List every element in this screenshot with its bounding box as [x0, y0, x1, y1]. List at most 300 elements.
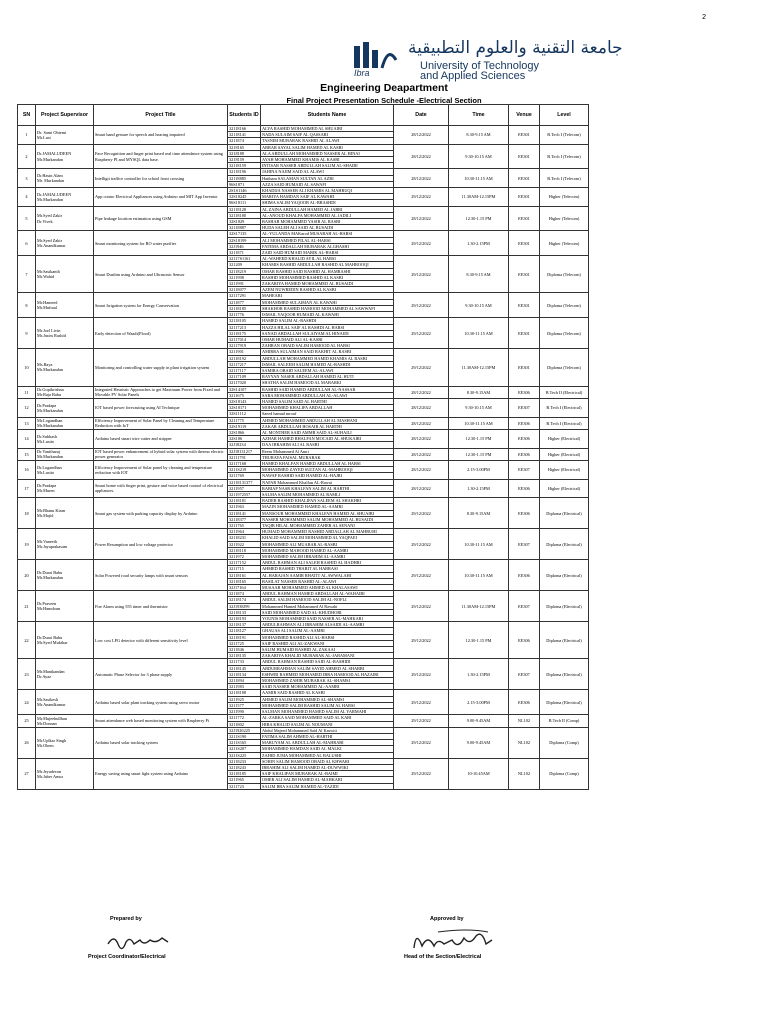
student-id-cell: 32118131377	[228, 479, 261, 485]
level-cell: Higher (Electrical)	[540, 429, 589, 448]
student-name-cell: ABDUL SALIM HAMOOD SALIM AL-NOFLI	[261, 597, 394, 603]
student-name-cell: NAFAR Mohammed Khalfan AL-Rawai	[261, 479, 394, 485]
student-name-cell: OMAR RASHID SAID RASHID AL HAMRASHI	[261, 268, 394, 274]
level-cell: Diploma (Electrical)	[540, 659, 589, 690]
student-id-cell: 3211S219	[228, 467, 261, 473]
student-name-cell: OMER ALI SALIM HAMED AL-MAHKARI	[261, 777, 394, 783]
level-cell: Diploma (Electrical)	[540, 622, 589, 659]
student-name-cell: HAZZA HILAL SAIF AL RASHDI AL HARSI	[261, 324, 394, 330]
supervisor-cell: Dr.JAMALUDEEN Mr.Murkandan	[36, 144, 94, 169]
student-id-cell: 32S19119	[228, 423, 261, 429]
project-title-cell: Early detection of Waadi(Flood)	[94, 318, 228, 349]
student-name-cell: NASSER MOHAMMED SALIM MOHAMMED AL BUSAIDI	[261, 516, 394, 522]
table-row	[18, 144, 589, 150]
level-cell: B.Tech I (Telecom)	[540, 144, 589, 169]
col-ids: Students ID	[228, 105, 261, 126]
student-name-cell: Reem Mohammed Al Amri	[261, 448, 394, 454]
student-name-cell: AL-ZARKA SAID MOHAMMED SAID AL KABI	[261, 715, 394, 721]
student-name-cell: ZAKARIYA KHALID MUBARAK AL-JABAMANI	[261, 653, 394, 659]
date-cell: 29/12/2022	[394, 690, 449, 715]
student-name-cell: Abdul Majeed Mohammed Said Al Kaswiti	[261, 727, 394, 733]
student-name-cell: TASNIM MUBARAK RASHID AL ALAWI	[261, 138, 394, 144]
student-name-cell: AMIRRA SULAIMAN SAID BAKHIT AL RASBI	[261, 349, 394, 355]
project-title-cell: Intelligit traffice controller for school front crossing	[94, 169, 228, 188]
level-cell: Higher (Telecom)	[540, 206, 589, 231]
venue-cell: EE306	[509, 417, 540, 429]
student-id-cell: 32118175	[228, 330, 261, 336]
supervisor-cell: Dr.Pradapa Mr.Murkandan	[36, 398, 94, 417]
student-name-cell: MOHAMMED HAMDAN SAID AL MALKI	[261, 746, 394, 752]
level-cell: B.Tech I (Telecom)	[540, 126, 589, 145]
project-title-cell: Automatic Phase Selector for 3 phase supply	[94, 659, 228, 690]
student-id-cell: 32117291	[228, 293, 261, 299]
student-name-cell: MARUYAM AL ABDULLAH AL-MAHRABI	[261, 740, 394, 746]
time-cell: 12.30-1.15 PM	[449, 429, 509, 448]
sn-cell: 4	[18, 188, 36, 207]
student-name-cell: AYAH MOHAMMED KHAMIS AL KASBI	[261, 157, 394, 163]
supervisor-cell: Mr.Vaneeth Mr.Jayaprakasam	[36, 529, 94, 560]
date-cell: 28/12/2022	[394, 169, 449, 188]
student-id-cell: 32118145	[228, 665, 261, 671]
sn-cell: 21	[18, 591, 36, 622]
level-cell: B.Tech II (Electrical)	[540, 386, 589, 398]
sn-cell: 10	[18, 349, 36, 386]
schedule-subtitle: Final Project Presentation Schedule -Electrical Section	[286, 96, 482, 105]
student-name-cell: DAA IBRAHIM ALI AL RASBI	[261, 442, 394, 448]
time-cell: 10.30-11.15 AM	[449, 529, 509, 560]
student-name-cell: NADA SULAIM SAIF AL QASSABI	[261, 132, 394, 138]
supervisor-cell: Dr.Subhash Mr.Lusito	[36, 429, 94, 448]
student-name-cell: MOHAMMED SALIM RASHID SALIM AL HARSI	[261, 702, 394, 708]
student-id-cell: 32118233	[228, 758, 261, 764]
venue-cell: EE301	[509, 188, 540, 207]
student-id-cell: 32118161	[228, 572, 261, 578]
project-title-cell: Low cost LPG detector with different sensitivity level	[94, 622, 228, 659]
venue-cell: EE306	[509, 622, 540, 659]
student-id-cell: 3211901	[228, 349, 261, 355]
student-id-cell: 32117152	[228, 560, 261, 566]
level-cell: Diploma (Electrical)	[540, 690, 589, 715]
student-id-cell: 32111791	[228, 454, 261, 460]
student-name-cell: AAMIR SAID RASHID AL KASBI	[261, 690, 394, 696]
student-id-cell: 32S18199	[228, 237, 261, 243]
student-name-cell: AL-WAHEED KHALID AYIL AL HARSI	[261, 256, 394, 262]
student-name-cell: THURAYA FAISAL MUBARAK	[261, 454, 394, 460]
venue-cell: EE301	[509, 126, 540, 145]
venue-cell: EE307	[509, 398, 540, 417]
supervisor-cell: Dr. Sami Obiemi Mr.Lusi	[36, 126, 94, 145]
student-id-cell: 3211874	[228, 591, 261, 597]
student-id-cell: 32J18131217	[228, 448, 261, 454]
student-name-cell: AL-YULANDA MAKarod MUSABAH AL-HARSI	[261, 231, 394, 237]
project-title-cell: Power Resumption and low voltage protector	[94, 529, 228, 560]
department-title: Engineering Deapartment	[320, 82, 448, 94]
supervisor-cell: Mr.Syed Zakir Dr.Vivek	[36, 206, 94, 231]
table-row	[18, 206, 589, 212]
student-id-cell: 32117020	[228, 380, 261, 386]
student-id-cell: 3211925	[228, 696, 261, 702]
level-cell: Diploma (Telecom)	[540, 256, 589, 293]
date-cell: 29/12/2022	[394, 256, 449, 293]
time-cell: 10.30-11.15 AM	[449, 318, 509, 349]
venue-cell: EE301	[509, 144, 540, 169]
col-supervisor: Project Supervisor	[36, 105, 94, 126]
student-name-cell: KHADIJA NASSER ALI KHAMIS AL MAHRUQI	[261, 188, 394, 194]
student-name-cell: BASILAT NASSER RASHID AL-ALAWI	[261, 578, 394, 584]
student-id-cell: 32118180	[228, 212, 261, 218]
student-name-cell: AL HARAJAN AAMIR RHATIT AL AWWALAHI	[261, 572, 394, 578]
venue-cell: EE306	[509, 498, 540, 529]
col-title: Project Title	[94, 105, 228, 126]
date-cell: 28/12/2022	[394, 460, 449, 479]
student-name-cell: IBRAHIM ALI SALIM HAMED AL-DUWWIKI	[261, 764, 394, 770]
student-id-cell: 32J1946	[228, 243, 261, 249]
student-name-cell: NAWAF RASHID SAID HAMED AL-HAJRI	[261, 473, 394, 479]
student-id-cell: 3211877	[228, 299, 261, 305]
col-date: Date	[394, 105, 449, 126]
student-name-cell: BASHAR MOHAMMED YASIR AL RASBI	[261, 219, 394, 225]
student-name-cell: RABIAP NASR KHALFAN SALIM AL HARTHI	[261, 485, 394, 491]
project-title-cell: Smart home with finger print, gesture and voice based control of electrical appliances.	[94, 479, 228, 498]
student-id-cell: 32118133	[228, 609, 261, 615]
student-name-cell: ABDULLAH MOHAMMED HAMID KHAMIS AL RASBI	[261, 355, 394, 361]
time-cell: 11.30AM-12.15PM	[449, 591, 509, 622]
time-cell: 10.30-11.15 AM	[449, 560, 509, 591]
date-cell: 29/12/2022	[394, 591, 449, 622]
student-id-cell: 32118231	[228, 535, 261, 541]
level-cell: Diploma (Electrical)	[540, 591, 589, 622]
date-cell: 28/12/2022	[394, 479, 449, 498]
student-name-cell: MAHEARI	[261, 293, 394, 299]
student-name-cell: AZEM NUWREDIN RASHID AL KASBI	[261, 287, 394, 293]
level-cell: Diploma (Comp)	[540, 727, 589, 758]
student-id-cell: 3211998	[228, 274, 261, 280]
time-cell: 9.30-10.15 AM	[449, 293, 509, 318]
student-id-cell: 3211772	[228, 715, 261, 721]
col-venue: Venue	[509, 105, 540, 126]
venue-cell: EE301	[509, 206, 540, 231]
col-sn: SN	[18, 105, 36, 126]
student-id-cell: 3211577	[228, 702, 261, 708]
student-id-cell: 32118141	[228, 510, 261, 516]
venue-cell: NL102	[509, 727, 540, 758]
student-name-cell: HUMAID MOHAMMED RASHID ABDALLAH AL MAHRUHI	[261, 529, 394, 535]
time-cell: 2.15-3.00PM	[449, 690, 509, 715]
project-title-cell: Efficiency Improvement of Solar panel by cleaning and temperature reduction with IOT	[94, 460, 228, 479]
level-cell: Diploma (Telecom)	[540, 293, 589, 318]
sn-cell: 16	[18, 460, 36, 479]
table-row	[18, 622, 589, 628]
supervisor-cell: Mr.Hameed Mr.Mufraal	[36, 293, 94, 318]
venue-cell: EE307	[509, 659, 540, 690]
student-name-cell: HUDA SALEH ALI SAID AL BUSAIDI	[261, 225, 394, 231]
student-name-cell: RAYYAN NASER ABDALLAH HAMED AL HUTI	[261, 374, 394, 380]
student-name-cell: MOHAMMED SALIM IBRAHIM AL-AAMRI	[261, 554, 394, 560]
student-name-cell: RASHID SAID HAMED ABDULLAH AL-NASSAR	[261, 386, 394, 392]
student-name-cell: AHMED MOHAMMED ABDULLAH AL MASHANI	[261, 417, 394, 423]
student-id-cell: 3211894	[228, 678, 261, 684]
student-id-cell: 32S14107	[228, 386, 261, 392]
student-id-cell: 3211675	[228, 392, 261, 398]
level-cell: Higher (Electrical)	[540, 460, 589, 479]
student-name-cell: SHATHA SALIM HAMOOD AL MABARKI	[261, 380, 394, 386]
time-cell: 9.30-10.15 AM	[449, 144, 509, 169]
org-name-line-2: and Applied Sciences	[420, 70, 526, 82]
university-logo	[348, 38, 628, 80]
student-id-cell: 96S18111	[228, 200, 261, 206]
student-id-cell: 32118159	[228, 163, 261, 169]
student-id-cell: 321209	[228, 262, 261, 268]
student-name-cell: ZAID SAID HUMAID MARIK AL-HARSI	[261, 250, 394, 256]
student-name-cell: OMAR HUMAID ALI AL-KASBI	[261, 336, 394, 342]
date-cell: 28/12/2022	[394, 144, 449, 169]
student-id-cell: 32J1926225	[228, 727, 261, 733]
project-title-cell: Efficiency Improvement of Solar Panel by Cleaning and Temperature Reduction with IoT	[94, 417, 228, 429]
table-row	[18, 690, 589, 696]
time-cell: 12.30-1.15 PM	[449, 622, 509, 659]
student-id-cell: 96S1871	[228, 181, 261, 187]
student-id-cell: 3211715	[228, 566, 261, 572]
student-name-cell: GHAUAS ALI SALIM AL-AAMRI	[261, 628, 394, 634]
table-row	[18, 386, 589, 392]
venue-cell: NL102	[509, 758, 540, 789]
approved-by-label: Approved by	[430, 916, 464, 922]
student-id-cell: 32118377	[228, 516, 261, 522]
student-id-cell: 3211769	[228, 473, 261, 479]
student-name-cell: SAID NASSER MOHAMMED AL-AAMRI	[261, 684, 394, 690]
student-name-cell: AL MONTHER SAID AMMR SAID AL-SUHAILI	[261, 429, 394, 435]
student-name-cell: SALMAN MOHAMMED HAMED SALIM AL YARMAHI	[261, 709, 394, 715]
date-cell: 29/12/2022	[394, 727, 449, 758]
sn-cell: 26	[18, 727, 36, 758]
student-id-cell: 3211723	[228, 783, 261, 789]
student-name-cell: SAMIRA OBAID SALEEM AL-ALAWI	[261, 367, 394, 373]
student-id-cell: 32118243	[228, 764, 261, 770]
table-row	[18, 560, 589, 566]
student-name-cell: KHAMIS RASHID ABDULLAH RASHID AL MAHROOQI	[261, 262, 394, 268]
student-name-cell: MOHAMMED KHALIFA ABDALLAH	[261, 405, 394, 411]
student-id-cell: 32117014	[228, 336, 261, 342]
student-id-cell: 3211963	[228, 504, 261, 510]
page-number: 2	[702, 14, 706, 21]
student-id-cell: 32118165	[228, 578, 261, 584]
sn-cell: 24	[18, 690, 36, 715]
date-cell: 29/12/2022	[394, 318, 449, 349]
student-name-cell: ALYA RASHID MOHAMMED AL SHUAIBI	[261, 126, 394, 132]
student-id-cell: 32S11112	[228, 411, 261, 417]
student-name-cell: MANSOUR MOHAMMED KHALFAN HAMED AL SHUAIBI	[261, 510, 394, 516]
project-title-cell: IOT based power forecasting using AI Technique	[94, 398, 228, 417]
project-title-cell: Arduino based smart wire cutter and stripper	[94, 429, 228, 448]
time-cell: 8.30-9.15 AM	[449, 126, 509, 145]
time-cell: 10-10.45AM	[449, 758, 509, 789]
date-cell: 29/12/2022	[394, 293, 449, 318]
date-cell: 29/12/2022	[394, 622, 449, 659]
student-id-cell: 3211874	[228, 138, 261, 144]
date-cell: 28/12/2022	[394, 386, 449, 398]
table-row	[18, 758, 589, 764]
date-cell: 29/12/2022	[394, 659, 449, 690]
student-name-cell: HAMED KHALFAN HAMED ABDULLAH AL HABSI	[261, 460, 394, 466]
student-name-cell: Saeed hamad mrouf	[261, 411, 394, 417]
venue-cell: EE307	[509, 529, 540, 560]
supervisor-cell: Mr.Jeyadevan Mr.Jaber Amur	[36, 758, 94, 789]
venue-cell: EE301	[509, 231, 540, 256]
level-cell: Diploma (Electrical)	[540, 529, 589, 560]
sn-cell: 20	[18, 560, 36, 591]
supervisor-cell: Mr.Bhanu Kiran Mr.Majid	[36, 498, 94, 529]
level-cell: Higher (Telecom)	[540, 188, 589, 207]
date-cell: 29/12/2022	[394, 349, 449, 386]
student-id-cell: 32118118	[228, 547, 261, 553]
table-row	[18, 715, 589, 721]
student-id-cell: 32118135	[228, 653, 261, 659]
level-cell: Higher (Electrical)	[540, 448, 589, 460]
student-name-cell: SANAD ABDALLAH SULAIYAM AL HINAIDI	[261, 330, 394, 336]
student-name-cell: YOUNIS MOHAMMED SAID NASSER AL-MAHKARI	[261, 616, 394, 622]
student-name-cell: ISMAIL YAQOOB HUMAID AL KAWAHI	[261, 312, 394, 318]
student-name-cell: AL-ANOUD KHALFA MOHAMMED AL JADILI	[261, 212, 394, 218]
student-id-cell: 32118134	[228, 671, 261, 677]
student-name-cell: SAIF RASHID ALI AL-ZAKWANI	[261, 640, 394, 646]
student-id-cell: 32118127	[228, 628, 261, 634]
sn-cell: 12	[18, 398, 36, 417]
coordinator-signature	[104, 930, 174, 952]
table-row	[18, 460, 589, 466]
table-row	[18, 659, 589, 665]
table-row	[18, 398, 589, 404]
venue-cell: NL102	[509, 715, 540, 727]
student-id-cell: 32118174	[228, 597, 261, 603]
sn-cell: 15	[18, 448, 36, 460]
student-name-cell: KHALID SAID SALIM MOHAMMED AL YAQFAEI	[261, 535, 394, 541]
student-name-cell: Haitham SALAMAN SULTAN AL AZRI	[261, 175, 394, 181]
table-row	[18, 429, 589, 435]
sn-cell: 23	[18, 659, 36, 690]
project-title-cell: Arduino based solar plant tracking system using servo motor	[94, 690, 228, 715]
student-name-cell: MOHAMMED ZAHIR MUBARAK AL-SHAMSI	[261, 678, 394, 684]
supervisor-cell: Dr.Durai Babu Mr.Syed Mukthar	[36, 622, 94, 659]
student-id-cell: 3211S225	[228, 752, 261, 758]
student-id-cell: 32S18143	[228, 398, 261, 404]
project-title-cell: Monitoring and controlling water supply in plant irrigation system	[94, 349, 228, 386]
student-id-cell: 3211991	[228, 281, 261, 287]
project-title-cell: Smart attendance web based monitoring system with Raspberry Pi	[94, 715, 228, 727]
student-name-cell: AL ZAINA ABDULLAH HAMED AL JABRI	[261, 206, 394, 212]
date-cell: 29/12/2022	[394, 715, 449, 727]
sn-cell: 11	[18, 386, 36, 398]
supervisor-cell: Dr.Pradapa Mr.Muren	[36, 479, 94, 498]
student-id-cell: 3211964	[228, 529, 261, 535]
col-level: Level	[540, 105, 589, 126]
table-row	[18, 349, 589, 355]
student-id-cell: 32S186	[228, 436, 261, 442]
time-cell: 8.30-9.15AM	[449, 498, 509, 529]
student-id-cell: 32S18171	[228, 405, 261, 411]
student-name-cell: HIBA KHALID SALIM AL NOUMANI	[261, 721, 394, 727]
student-name-cell: Mohammed Hamed Mohammed Al Rawahi	[261, 603, 394, 609]
student-id-cell: 32118885	[228, 175, 261, 181]
supervisor-cell: Ms.Raya Mr.Murkandan	[36, 349, 94, 386]
student-name-cell: ALI MOHAMMED FILAL AL-HARSI	[261, 237, 394, 243]
approved-by-role: Head of the Section/Electrical	[404, 954, 482, 960]
student-id-cell: 32118185	[228, 771, 261, 777]
student-name-cell: ESHWRI RAHMED MOHAMED IBRA HAMOOD AL HAZAIRI	[261, 671, 394, 677]
level-cell: Diploma (Electrical)	[540, 498, 589, 529]
supervisor-cell: Dr.Hasin Alam Mr. Murkandan	[36, 169, 94, 188]
student-id-cell: 32J18234	[228, 442, 261, 448]
level-cell: B.Tech I (Telecom)	[540, 169, 589, 188]
time-cell: 1.30-2.15PM	[449, 479, 509, 498]
student-id-cell: 32117117	[228, 367, 261, 373]
supervisor-cell: Dr.JAMALUDEEN Mr.Murkandan	[36, 188, 94, 207]
time-cell: 1.30-2.15PM	[449, 659, 509, 690]
venue-cell: EE301	[509, 293, 540, 318]
sn-cell: 9	[18, 318, 36, 349]
student-id-cell: 32J1938J99	[228, 603, 261, 609]
student-name-cell: SALIM HUMAID RASHID AL ZAKAAI	[261, 647, 394, 653]
venue-cell: EE306	[509, 429, 540, 448]
time-cell: 8.30-9.15 AM	[449, 256, 509, 293]
student-name-cell: MARIYA HAMDAN SAIF AL KAWAHI	[261, 194, 394, 200]
student-id-cell: 32118887	[228, 225, 261, 231]
student-name-cell: MOHAMMED SULAIMAN AL KAWAHI	[261, 299, 394, 305]
student-name-cell: ABRAR SAYAL SALIM HAMED AL KASBI	[261, 144, 394, 150]
venue-cell: EE306	[509, 560, 540, 591]
student-id-cell: 3211S165	[228, 740, 261, 746]
student-id-cell: 3211871	[228, 250, 261, 256]
level-cell: Diploma (Electrical)	[540, 560, 589, 591]
time-cell: 12.30-1.15 PM	[449, 206, 509, 231]
supervisor-cell: Mr.Manikandan Dr.Ayaz	[36, 659, 94, 690]
campus-name: Ibra	[354, 68, 370, 78]
venue-cell: EE306	[509, 386, 540, 398]
student-name-cell: MOHAMMED MAHOOD HAMED AL-AAMRI	[261, 547, 394, 553]
project-title-cell: Integrated Heuristic Approaches to get Maximum Power from Fixed and Movable PV Solar Panels	[94, 386, 228, 398]
level-cell: Higher (Telecom)	[540, 231, 589, 256]
student-id-cell: 3211S207	[228, 746, 261, 752]
time-cell: 12.30-1.15 PM	[449, 448, 509, 460]
student-id-cell: 32118196	[228, 169, 261, 175]
table-row	[18, 126, 589, 132]
student-id-cell: 32S18245	[228, 194, 261, 200]
student-name-cell: AZHAR HAMED RHALFAN MOCAID AL SHUKAIRI	[261, 436, 394, 442]
student-id-cell: 3211922	[228, 541, 261, 547]
student-name-cell: SHIMA SALIM YAQOOB AL-BRASHDI	[261, 200, 394, 206]
student-id-cell: 3211775	[228, 417, 261, 423]
table-row	[18, 256, 589, 262]
student-name-cell: SAIF KHALIFAN MUBARAK AL-BAIMI	[261, 771, 394, 777]
student-id-cell: 32118193	[228, 616, 261, 622]
time-cell: 9.00-9.45AM	[449, 715, 509, 727]
student-name-cell: ABDUL RAHMAN HAMED ABDALLAH AL-WAHAIBI	[261, 591, 394, 597]
supervisor-cell: Mr.Sasikesh Mr.Anandkumar	[36, 690, 94, 715]
date-cell: 28/12/2022	[394, 126, 449, 145]
student-name-cell: ABDUL RAHMAN ALI SALEH RASHID AL HADHRI	[261, 560, 394, 566]
supervisor-cell: Dr.Logandhan Mr.Lusito	[36, 460, 94, 479]
student-name-cell: AHMED SALIM MOHAMMED AL-SHAMSI	[261, 696, 394, 702]
student-name-cell: SARA MOHAMMED ABDULLAH AL-ALAWI	[261, 392, 394, 398]
project-title-cell: IOT based power enhancement of hybrid solar system with thermo electric power generator	[94, 448, 228, 460]
student-name-cell: ISMAIL SALEEM SALIM HAMED AL-RASHDI	[261, 361, 394, 367]
student-id-cell: 32118191	[228, 634, 261, 640]
table-row	[18, 417, 589, 423]
sn-cell: 22	[18, 622, 36, 659]
level-cell: Diploma (Telecom)	[540, 349, 589, 386]
student-id-cell: 32117919	[228, 343, 261, 349]
date-cell: 29/12/2022	[394, 231, 449, 256]
org-name-line-1: University of Technology	[420, 60, 540, 72]
